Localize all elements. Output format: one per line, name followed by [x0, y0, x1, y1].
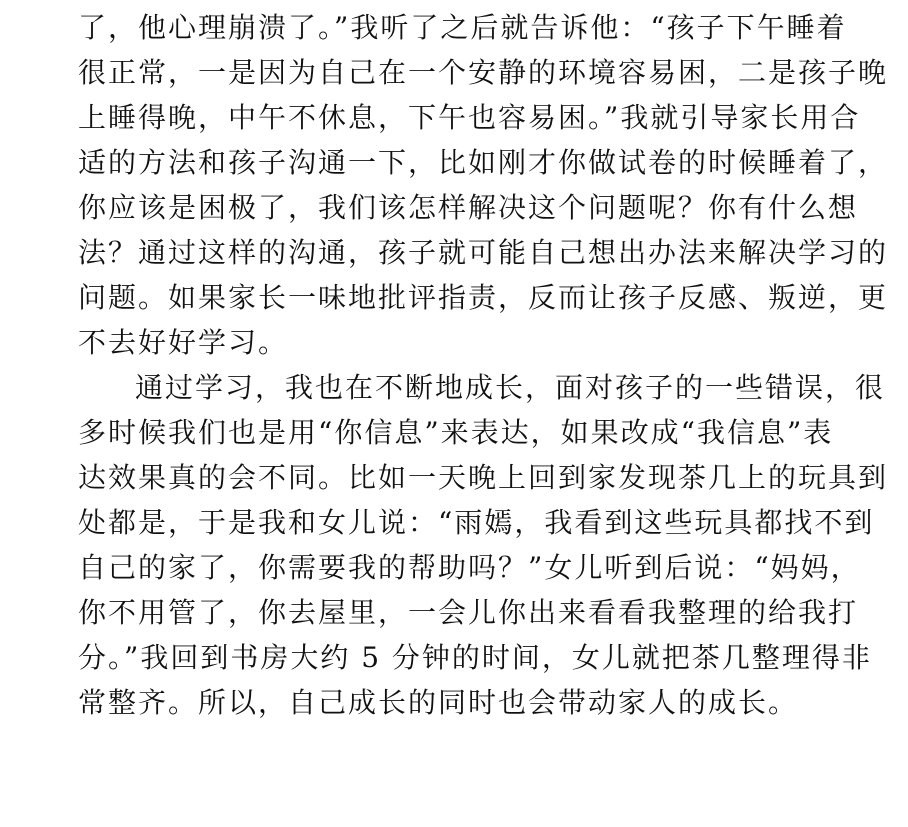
- text-line: 分。”我回到书房大约 5 分钟的时间，女儿就把茶几整理得非: [78, 641, 872, 674]
- text-line: 你应该是困极了，我们该怎样解决这个问题呢？你有什么想: [78, 191, 859, 224]
- text-line: 上睡得晚，中午不休息，下午也容易困。”我就引导家长用合: [78, 101, 861, 134]
- text-line: 了，他心理崩溃了。”我听了之后就告诉他：“孩子下午睡着: [78, 11, 847, 44]
- text-line: 你不用管了，你去屋里，一会儿你出来看看我整理的给我打: [78, 596, 859, 629]
- text-line: 不去好好学习。: [78, 326, 289, 359]
- text-line: 达效果真的会不同。比如一天晚上回到家发现茶几上的玩具到: [78, 461, 889, 494]
- text-line: 法？通过这样的沟通，孩子就可能自己想出办法来解决学习的: [78, 236, 889, 269]
- text-line: 常整齐。所以，自己成长的同时也会带动家人的成长。: [78, 686, 799, 719]
- text-line: 处都是，于是我和女儿说：“雨嫣，我看到这些玩具都找不到: [78, 506, 875, 539]
- text-line: 问题。如果家长一味地批评指责，反而让孩子反感、叛逆，更: [78, 281, 889, 314]
- text-line: 自己的家了，你需要我的帮助吗？”女儿听到后说：“妈妈，: [78, 551, 861, 584]
- text-line: 通过学习，我也在不断地成长，面对孩子的一些错误，很: [135, 371, 886, 404]
- text-line: 多时候我们也是用“你信息”来表达，如果改成“我信息”表: [78, 416, 834, 449]
- text-line: 很正常，一是因为自己在一个安静的环境容易困，二是孩子晚: [78, 56, 889, 89]
- text-line: 适的方法和孩子沟通一下，比如刚才你做试卷的时候睡着了，: [78, 146, 889, 179]
